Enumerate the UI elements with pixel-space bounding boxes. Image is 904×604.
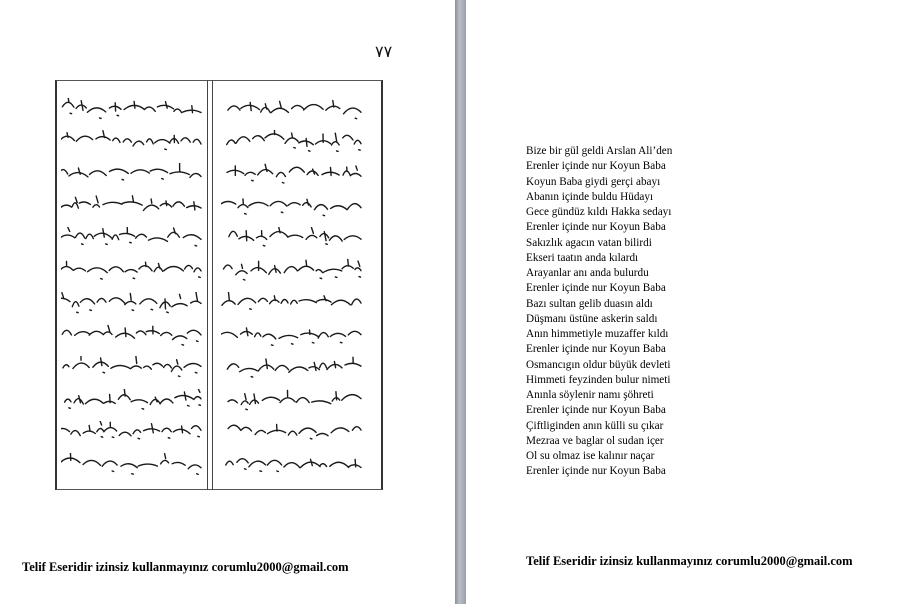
- manuscript-line: [61, 259, 206, 281]
- poem-line: Erenler içinde nur Koyun Baba: [526, 343, 666, 356]
- manuscript-line: [61, 324, 206, 346]
- column-divider: [212, 80, 213, 490]
- manuscript-line: [221, 130, 366, 152]
- manuscript-line: [221, 98, 366, 120]
- manuscript-line: [61, 453, 206, 475]
- copyright-footer: Telif Eseridir izinsiz kullanmayınız corumlu2000@gmail.com: [22, 560, 349, 574]
- poem-line: Anınla söylenir namı şöhreti: [526, 389, 654, 401]
- manuscript-line: [221, 324, 366, 346]
- poem-line: Sakızlık agacın vatan bilirdi: [526, 236, 652, 249]
- poem-line: Erenler içinde nur Koyun Baba: [526, 221, 666, 234]
- manuscript-line: [61, 163, 206, 185]
- manuscript-line: [221, 163, 366, 185]
- poem-line: Anın himmetiyle muzaffer kıldı: [526, 328, 669, 340]
- poem-line: Himmeti feyzinden bulur nimeti: [526, 373, 671, 386]
- poem-line: Gece gündüz kıldı Hakka sedayı: [526, 206, 672, 218]
- poem-line: Mezraa ve baglar ol sudan içer: [526, 434, 664, 447]
- manuscript-line: [221, 356, 366, 378]
- poem-line: Koyun Baba giydi gerçi abayı: [526, 175, 661, 188]
- poem-text: [526, 144, 672, 480]
- poem-line: Osmancıgın oldur büyük devleti: [526, 358, 671, 371]
- manuscript-line: [221, 195, 366, 217]
- manuscript-line: [61, 98, 206, 120]
- poem-line: Bize bir gül geldi Arslan Ali’den: [526, 145, 673, 157]
- manuscript-line: [61, 389, 206, 411]
- manuscript-line: [221, 292, 366, 314]
- poem-line: Ekseri taatın anda kılardı: [526, 251, 639, 264]
- manuscript-line: [61, 356, 206, 378]
- poem-line: Abanın içinde buldu Hüdayı: [526, 190, 654, 203]
- poem-line: Erenler içinde nur Koyun Baba: [526, 160, 666, 173]
- poem-line: Erenler içinde nur Koyun Baba: [526, 465, 666, 478]
- poem-line: Erenler içinde nur Koyun Baba: [526, 282, 666, 295]
- manuscript-line: [221, 227, 366, 249]
- manuscript-line: [61, 292, 206, 314]
- manuscript-line: [61, 130, 206, 152]
- manuscript-column-left: [61, 98, 206, 486]
- poem-line: Erenler içinde nur Koyun Baba: [526, 404, 666, 417]
- manuscript-line: [61, 227, 206, 249]
- manuscript-line: [221, 259, 366, 281]
- poem-line: Düşmanı üstüne askerin saldı: [526, 312, 658, 325]
- manuscript-line: [221, 453, 366, 475]
- manuscript-line: [221, 421, 366, 443]
- column-divider: [207, 80, 208, 490]
- poem-line: Ol su olmaz ise kalınır naçar: [526, 450, 655, 462]
- poem-line: Çiftliginden anın külli su çıkar: [526, 419, 664, 432]
- copyright-footer: Telif Eseridir izinsiz kullanmayınız corumlu2000@gmail.com: [526, 554, 853, 568]
- manuscript-line: [61, 195, 206, 217]
- poem-line: Bazı sultan gelib duasın aldı: [526, 297, 653, 310]
- manuscript-line: [221, 389, 366, 411]
- manuscript-line: [61, 421, 206, 443]
- poem-line: Arayanlar anı anda bulurdu: [526, 267, 649, 279]
- manuscript-scan: [55, 80, 383, 490]
- right-page: [466, 0, 904, 604]
- page-number: ٧٧: [375, 42, 393, 61]
- page-gutter: [455, 0, 466, 604]
- manuscript-column-right: [221, 98, 366, 486]
